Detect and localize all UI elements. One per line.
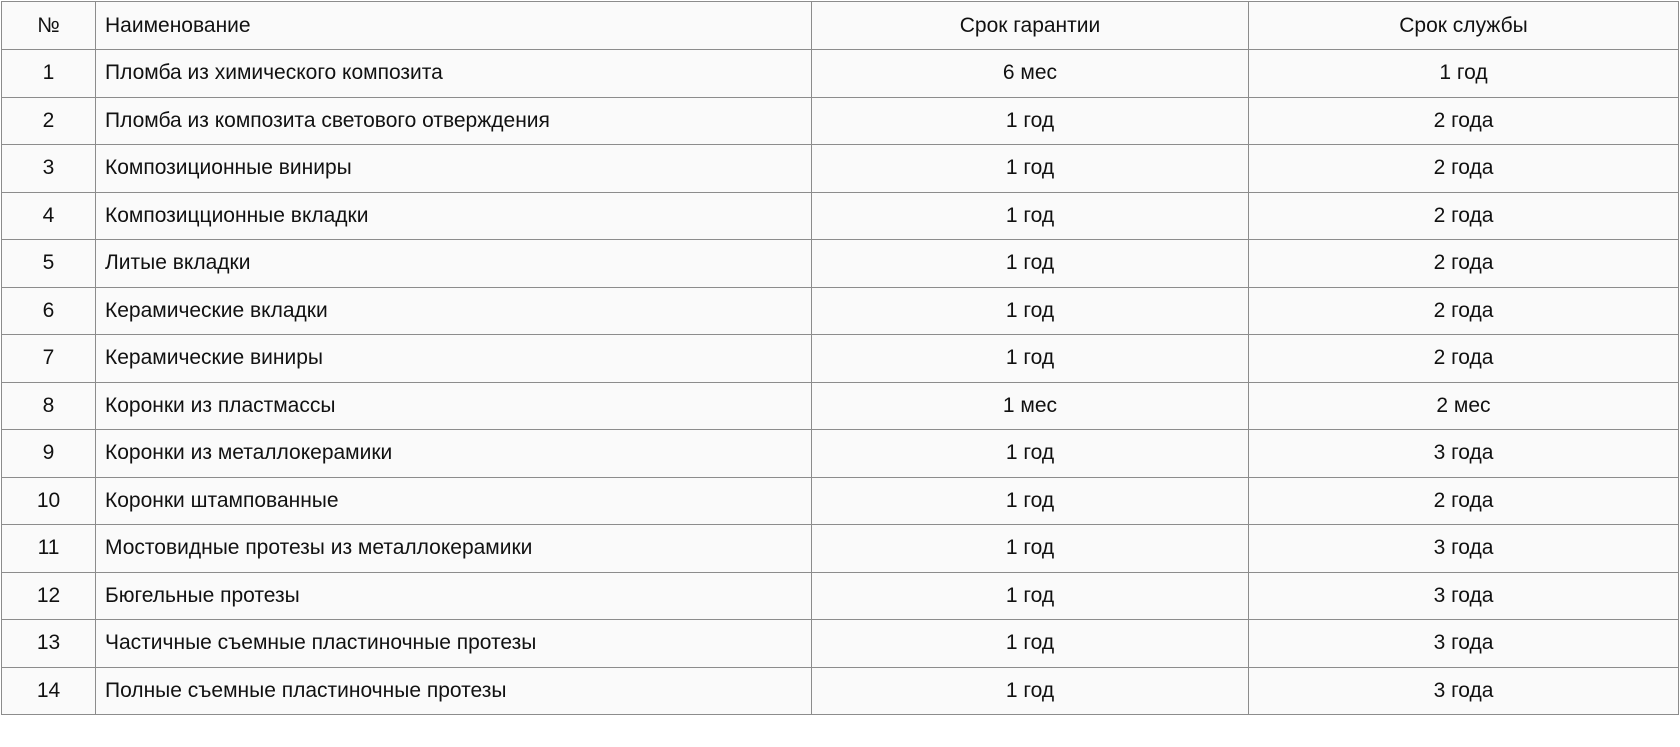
table-row xyxy=(2,287,1679,335)
table-row xyxy=(2,620,1679,668)
cell-name: Коронки штампованные xyxy=(96,477,812,525)
table-row xyxy=(2,50,1679,98)
table-row xyxy=(2,382,1679,430)
cell-warranty: 1 год xyxy=(812,430,1249,478)
header-num: № xyxy=(2,2,96,50)
cell-name: Композицционные вкладки xyxy=(96,192,812,240)
cell-service-life: 2 года xyxy=(1249,477,1679,525)
header-warranty: Срок гарантии xyxy=(812,2,1249,50)
cell-name: Коронки из металлокерамики xyxy=(96,430,812,478)
table-row xyxy=(2,335,1679,383)
header-name: Наименование xyxy=(96,2,812,50)
table-row xyxy=(2,525,1679,573)
cell-num: 14 xyxy=(2,667,96,715)
cell-warranty: 1 год xyxy=(812,620,1249,668)
header-service-life: Срок службы xyxy=(1249,2,1679,50)
cell-warranty: 1 год xyxy=(812,240,1249,288)
cell-num: 3 xyxy=(2,145,96,193)
table-header xyxy=(2,2,1679,50)
cell-service-life: 3 года xyxy=(1249,430,1679,478)
cell-num: 1 xyxy=(2,50,96,98)
cell-name: Частичные съемные пластиночные протезы xyxy=(96,620,812,668)
cell-warranty: 1 год xyxy=(812,525,1249,573)
cell-num: 5 xyxy=(2,240,96,288)
cell-num: 9 xyxy=(2,430,96,478)
cell-warranty: 1 год xyxy=(812,287,1249,335)
cell-name: Коронки из пластмассы xyxy=(96,382,812,430)
table-row xyxy=(2,192,1679,240)
cell-num: 6 xyxy=(2,287,96,335)
cell-warranty: 1 год xyxy=(812,145,1249,193)
table-row xyxy=(2,667,1679,715)
cell-service-life: 2 года xyxy=(1249,240,1679,288)
cell-num: 11 xyxy=(2,525,96,573)
cell-name: Пломба из композита светового отверждения xyxy=(96,97,812,145)
cell-name: Пломба из химического композита xyxy=(96,50,812,98)
cell-name: Композиционные виниры xyxy=(96,145,812,193)
cell-service-life: 2 года xyxy=(1249,335,1679,383)
cell-num: 2 xyxy=(2,97,96,145)
cell-service-life: 3 года xyxy=(1249,525,1679,573)
cell-warranty: 1 год xyxy=(812,572,1249,620)
cell-name: Керамические виниры xyxy=(96,335,812,383)
table-row xyxy=(2,97,1679,145)
cell-warranty: 1 год xyxy=(812,335,1249,383)
table-row xyxy=(2,572,1679,620)
cell-name: Литые вкладки xyxy=(96,240,812,288)
cell-service-life: 2 года xyxy=(1249,192,1679,240)
cell-name: Мостовидные протезы из металлокерамики xyxy=(96,525,812,573)
cell-warranty: 1 год xyxy=(812,477,1249,525)
cell-service-life: 3 года xyxy=(1249,667,1679,715)
cell-service-life: 2 года xyxy=(1249,145,1679,193)
table-body xyxy=(2,50,1679,715)
cell-name: Полные съемные пластиночные протезы xyxy=(96,667,812,715)
cell-warranty: 1 год xyxy=(812,192,1249,240)
cell-num: 4 xyxy=(2,192,96,240)
cell-service-life: 2 года xyxy=(1249,97,1679,145)
cell-warranty: 1 год xyxy=(812,667,1249,715)
cell-warranty: 6 мес xyxy=(812,50,1249,98)
cell-num: 7 xyxy=(2,335,96,383)
cell-name: Бюгельные протезы xyxy=(96,572,812,620)
table-row xyxy=(2,430,1679,478)
table-row xyxy=(2,477,1679,525)
cell-warranty: 1 год xyxy=(812,97,1249,145)
warranty-table xyxy=(1,1,1679,715)
header-row xyxy=(2,2,1679,50)
cell-service-life: 3 года xyxy=(1249,572,1679,620)
cell-name: Керамические вкладки xyxy=(96,287,812,335)
cell-service-life: 2 мес xyxy=(1249,382,1679,430)
cell-warranty: 1 мес xyxy=(812,382,1249,430)
cell-num: 12 xyxy=(2,572,96,620)
cell-service-life: 3 года xyxy=(1249,620,1679,668)
cell-num: 13 xyxy=(2,620,96,668)
cell-num: 10 xyxy=(2,477,96,525)
cell-service-life: 1 год xyxy=(1249,50,1679,98)
cell-service-life: 2 года xyxy=(1249,287,1679,335)
table-row xyxy=(2,145,1679,193)
cell-num: 8 xyxy=(2,382,96,430)
table-row xyxy=(2,240,1679,288)
